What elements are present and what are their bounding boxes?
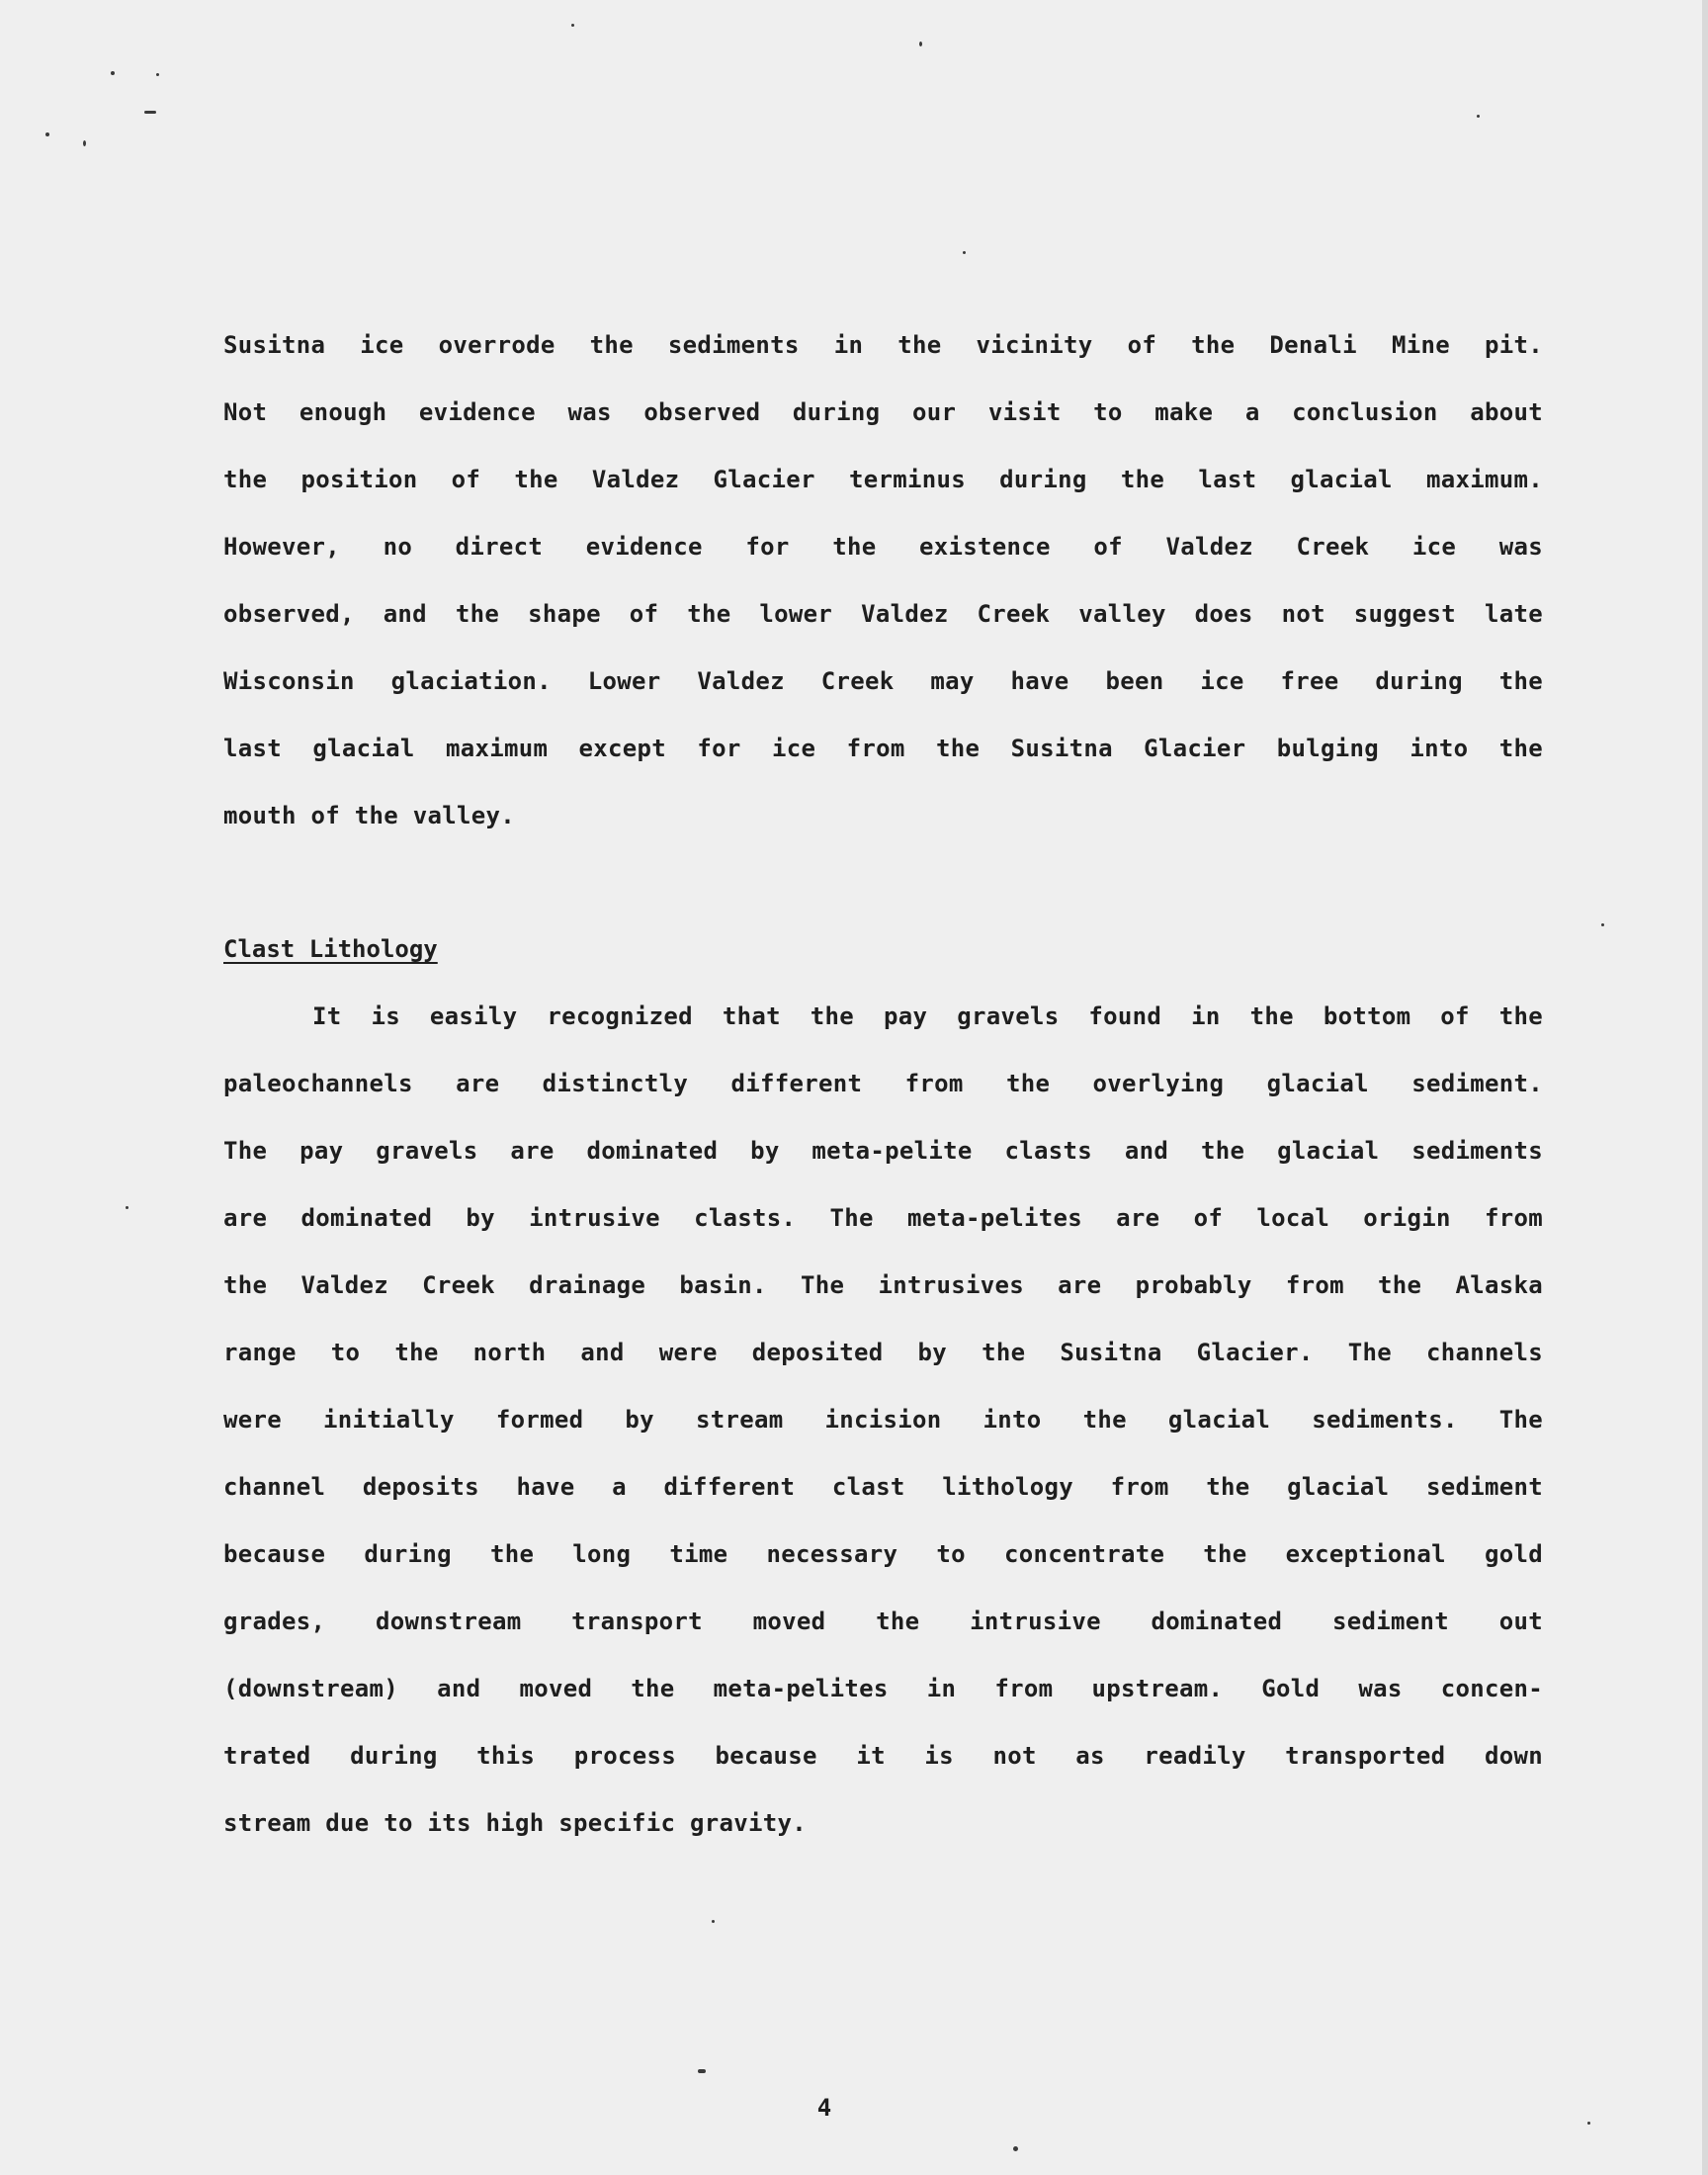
text-line: channel deposits have a different clast lithology from the glacial sediment — [223, 1473, 1543, 1501]
text-line: the position of the Valdez Glacier terminus during the last glacial maximum. — [223, 466, 1543, 493]
body-paragraph-two — [223, 983, 1543, 1857]
scan-speck — [919, 42, 922, 46]
scan-speck — [571, 24, 574, 27]
scan-speck — [156, 73, 159, 76]
scan-speck — [1587, 2122, 1590, 2125]
scan-speck — [126, 1206, 128, 1209]
text-line: are dominated by intrusive clasts. The meta-pelites are of local origin from — [223, 1204, 1543, 1232]
text-line: The pay gravels are dominated by meta-pelite clasts and the glacial sediments — [223, 1137, 1543, 1165]
text-line: the Valdez Creek drainage basin. The intrusives are probably from the Alaska — [223, 1271, 1543, 1299]
text-line: Not enough evidence was observed during our visit to make a conclusion about — [223, 398, 1543, 426]
text-line: range to the north and were deposited by the Susitna Glacier. The channels — [223, 1339, 1543, 1366]
text-line: last glacial maximum except for ice from the Susitna Glacier bulging into the — [223, 735, 1543, 762]
text-line: It is easily recognized that the pay gravels found in the bottom of the — [312, 1002, 1543, 1030]
text-line: trated during this process because it is not as readily transported down — [223, 1742, 1543, 1770]
scan-speck — [1477, 115, 1480, 118]
text-line: mouth of the valley. — [223, 802, 515, 829]
scan-speck — [698, 2069, 706, 2073]
text-line: grades, downstream transport moved the intrusive dominated sediment out — [223, 1608, 1543, 1635]
text-line: because during the long time necessary to concentrate the exceptional gold — [223, 1540, 1543, 1568]
text-line: Susitna ice overrode the sediments in the vicinity of the Denali Mine pit. — [223, 331, 1543, 359]
scan-speck — [1601, 923, 1604, 926]
text-line: stream due to its high specific gravity. — [223, 1809, 807, 1837]
scan-speck — [963, 251, 966, 254]
text-line: (downstream) and moved the meta-pelites in from upstream. Gold was concen- — [223, 1675, 1543, 1702]
text-line: observed, and the shape of the lower Valdez Creek valley does not suggest late — [223, 600, 1543, 628]
body-paragraph-one — [223, 311, 1543, 849]
page-number: 4 — [816, 2094, 832, 2122]
text-line: paleochannels are distinctly different from the overlying glacial sediment. — [223, 1070, 1543, 1097]
page-edge — [1702, 0, 1708, 2175]
scan-speck — [83, 140, 86, 146]
scan-speck — [111, 71, 115, 75]
scan-speck — [144, 111, 156, 114]
scan-speck — [1013, 2146, 1018, 2151]
scan-speck — [712, 1920, 715, 1923]
text-line: Wisconsin glaciation. Lower Valdez Creek may have been ice free during the — [223, 667, 1543, 695]
text-line: were initially formed by stream incision into the glacial sediments. The — [223, 1406, 1543, 1434]
scan-speck — [45, 132, 49, 136]
section-heading: Clast Lithology — [223, 935, 438, 963]
text-line: However, no direct evidence for the existence of Valdez Creek ice was — [223, 533, 1543, 561]
